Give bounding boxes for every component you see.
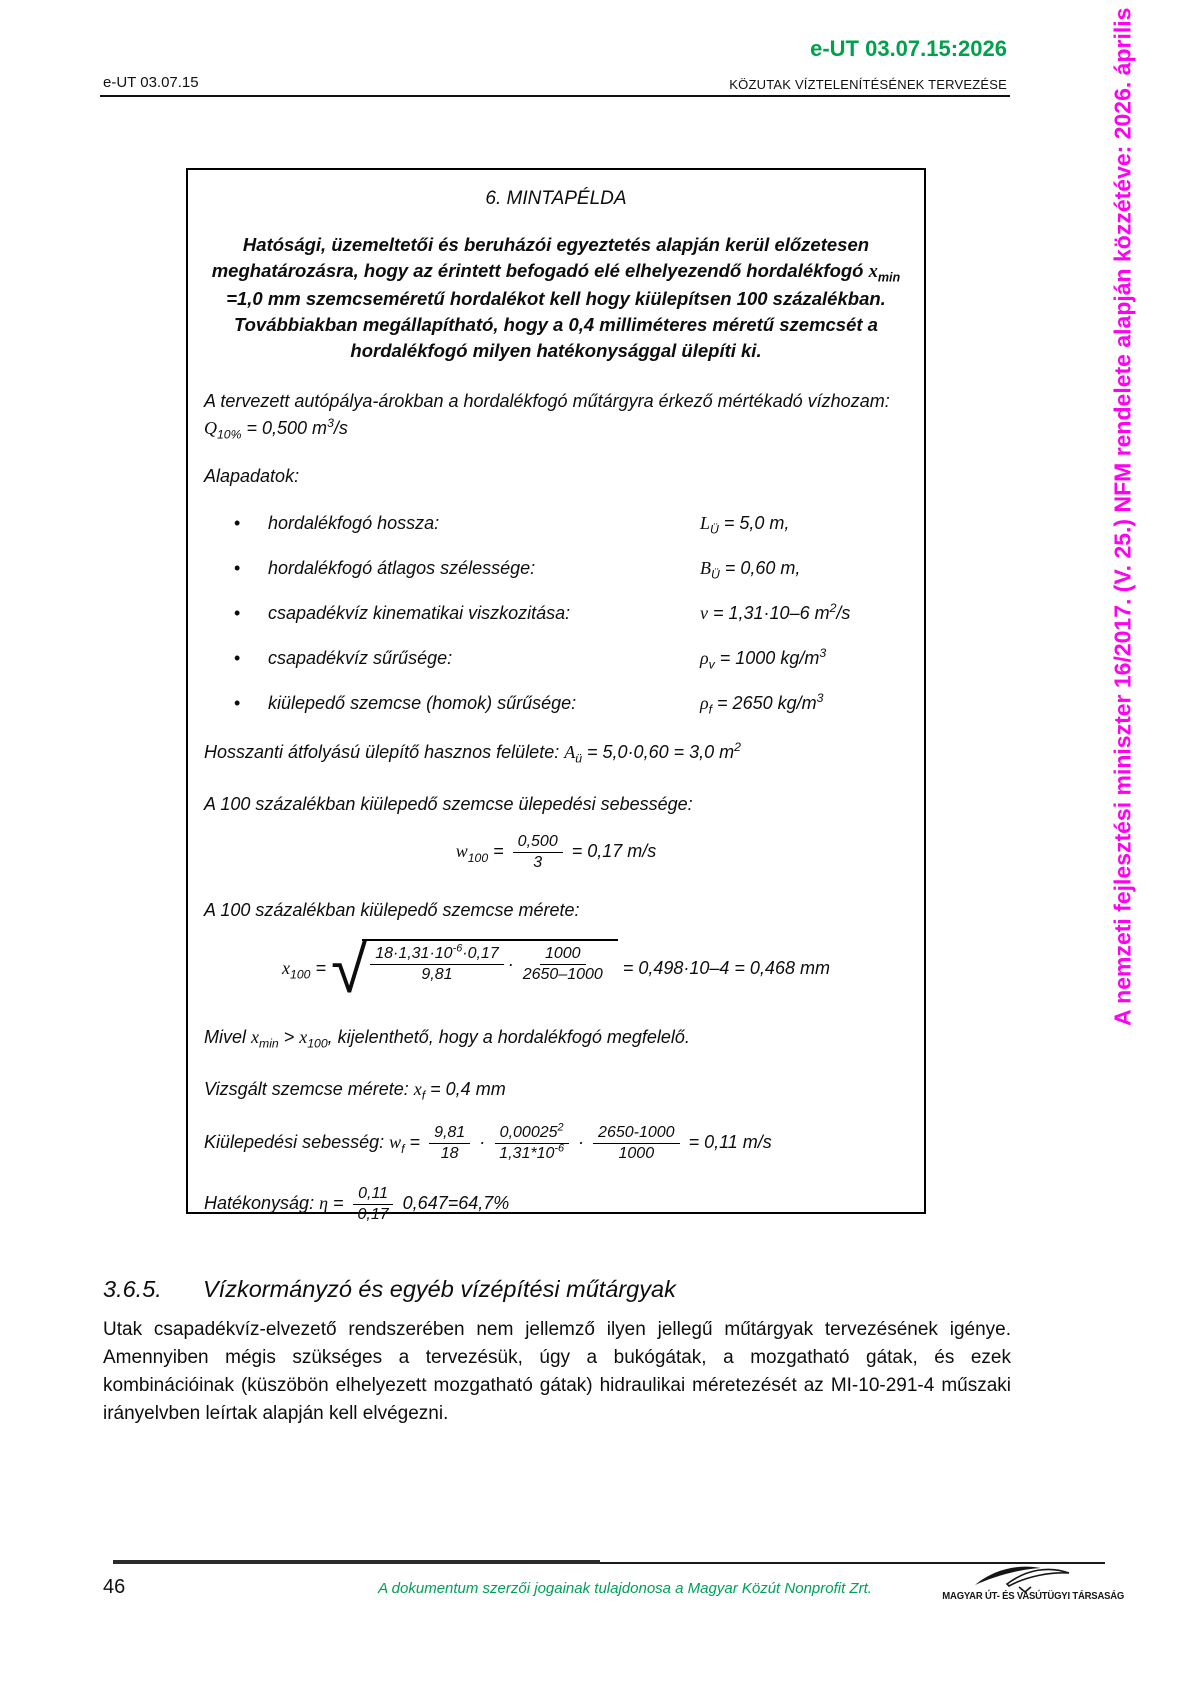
- bullet-icon: [204, 513, 268, 534]
- list-item: [204, 558, 908, 582]
- example-intro: Hatósági, üzemeltetői és beruházói egyeztetés alapján kerül előzetesen meghatározásra, hogy az érintett befogadó elé elhelyezendő hordalékfogó $x_{min} =1,0$ mm szemcseméretű hordalékot kell hogy kiülepítsen 100 százalékban. Továbbiakban megállapítható, hogy a 0,4 milliméteres méretű szemcsét a hordalékfogó milyen hatékonysággal ülepíti ki.: [211, 234, 901, 362]
- list-item: [204, 646, 908, 672]
- useful-area-line: Hosszanti átfolyású ülepítő hasznos felülete: $A_ü = 5,0\cdot 0,60 = 3,0$ $m^2$: [204, 740, 741, 766]
- list-item: [204, 513, 908, 537]
- conclusion-line: Mivel $x_{min} > x_{100}$, kijelenthető, hogy a hordalékfogó megfelelő.: [204, 1027, 690, 1052]
- grain-size-label: A 100 százalékban kiülepedő szemcse mérete:: [204, 899, 580, 920]
- bullet-icon: [204, 558, 268, 579]
- road-swoosh-icon: [969, 1563, 1079, 1593]
- section-title: Vízkormányzó és egyéb vízépítési műtárgyak: [203, 1276, 676, 1302]
- org-logo: [938, 1563, 1125, 1602]
- header-doc-title: KÖZUTAK VÍZTELENÍTÉSÉNEK TERVEZÉSE: [729, 77, 1007, 92]
- example-box: [186, 168, 926, 1223]
- list-item: [204, 691, 908, 717]
- example-bullet-list: [204, 513, 908, 717]
- bullet-value: $\rho_f = 2650$ $kg/m^3$: [700, 691, 824, 717]
- section-number: 3.6.5.: [103, 1276, 162, 1302]
- section-heading: [103, 1276, 676, 1303]
- bullet-label: kiülepedő szemcse (homok) sűrűsége:: [268, 693, 577, 714]
- settling-speed-label: A 100 százalékban kiülepedő szemcse ülepedési sebessége:: [204, 793, 693, 814]
- efficiency-formula: Hatékonyság: η = $\frac{0,11}{0,17}$ 0,647=64,7%: [204, 1184, 510, 1223]
- header-rule: [100, 95, 1010, 97]
- wf-formula: Kiülepedési sebesség: $w_f$ = $\frac{9,81}{18}$ · $\frac{0,00025^2}{1,31*10^{-6}}$ · $\frac{2650-1000}{1000}$ = 0,11 m/s: [204, 1121, 772, 1162]
- w100-formula: $w_{100}$ = $\frac{0,500}{3}$ = 0,17 m/s: [455, 832, 657, 871]
- section-body: Utak csapadékvíz-elvezető rendszerében nem jellemző ilyen jellegű műtárgyak tervezésének igénye. Amennyiben mégis szükséges a tervezésük, úgy a bukógátak, a mozgatható gátak, és ezek kombinációinak (küszöbön elhelyezett mozgatható gátak) hidraulikai méretezését az MI-10-291-4 műszaki irányelvben leírtak alapján kell elvégezni.: [103, 1319, 1011, 1425]
- bullet-label: hordalékfogó hossza:: [268, 513, 440, 534]
- bullet-icon: [204, 693, 268, 714]
- side-regulation-note: A nemzeti fejlesztési miniszter 16/2017. (V. 25.) NFM rendelete alapján közzétéve: 2026. április: [1109, 7, 1136, 1026]
- page-number: 46: [103, 1576, 126, 1598]
- example-basedata-label: Alapadatok:: [204, 466, 300, 487]
- bullet-value: $B_Ü = 0,60$ m,: [700, 558, 801, 582]
- org-name: MAGYAR ÚT- ÉS VASÚTÜGYI TÁRSASÁG: [942, 1591, 1125, 1602]
- header-doc-code: e-UT 03.07.15: [103, 74, 199, 91]
- header-doc-code-year: e-UT 03.07.15:2026: [810, 36, 1007, 61]
- example-title: 6. MINTAPÉLDA: [485, 188, 627, 209]
- examined-grain-line: Vizsgált szemcse mérete: $x_f = 0,4$ mm: [204, 1078, 506, 1103]
- bullet-value: $\rho_v = 1000$ $kg/m^3$: [700, 646, 827, 672]
- x100-formula: $x_{100}$ = √ $\frac{18\cdot 1,31\cdot 10^{-6}\cdot 0,17}{9,81}$ · $\frac{1000}{2650-1000}$ = 0,498·10–4 = 0,468 mm: [282, 931, 830, 1006]
- bullet-label: hordalékfogó átlagos szélessége:: [268, 558, 536, 579]
- list-item: [204, 603, 908, 624]
- bullet-value: ν = 1,31·10–6 $m^2/s$: [700, 601, 851, 624]
- bullet-icon: [204, 603, 268, 624]
- bullet-label: csapadékvíz sűrűsége:: [268, 648, 453, 669]
- bullet-value: $L_Ü = 5,0$ m,: [700, 513, 790, 537]
- example-flow-paragraph: A tervezett autópálya-árokban a hordalékfogó műtárgyra érkező mértékadó vízhozam: $Q_{10\%} = 0,500$ $m^3/s$: [204, 391, 890, 442]
- copyright-note: A dokumentum szerzői jogainak tulajdonosa a Magyar Közút Nonprofit Zrt.: [378, 1580, 872, 1597]
- bullet-label: csapadékvíz kinematikai viszkozitása:: [268, 603, 571, 624]
- bullet-icon: [204, 648, 268, 669]
- footer-rule-left: [113, 1560, 600, 1564]
